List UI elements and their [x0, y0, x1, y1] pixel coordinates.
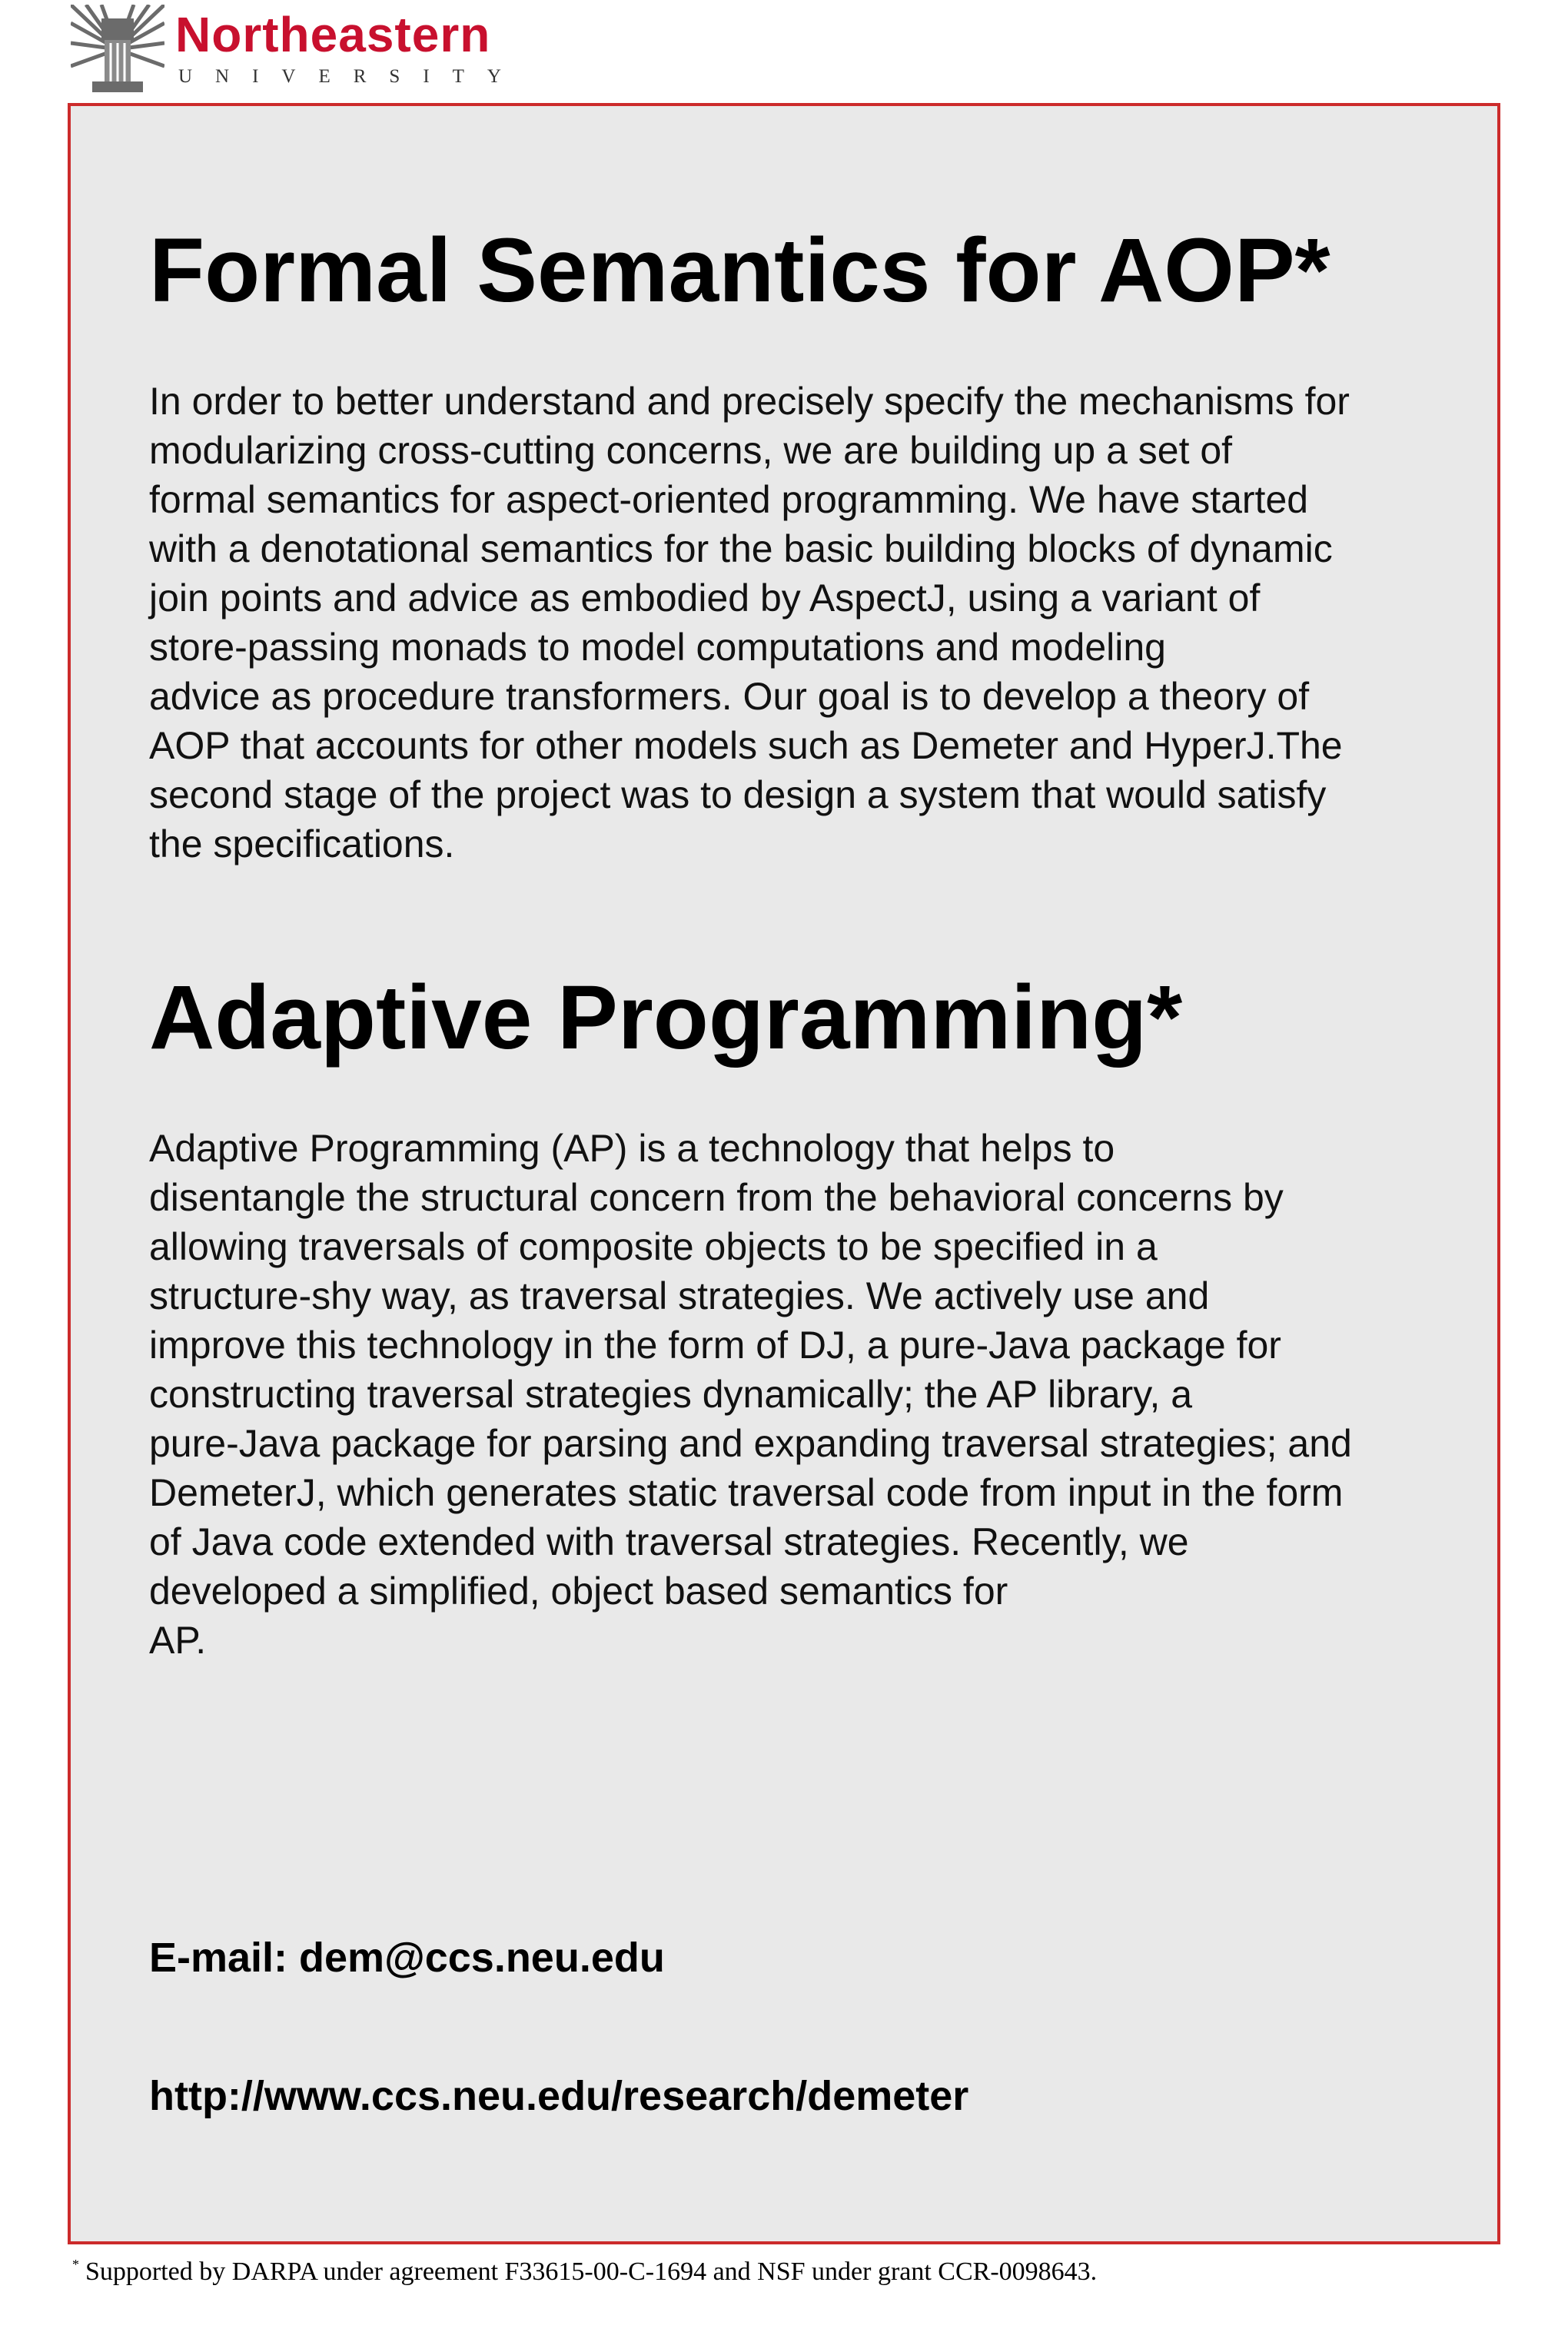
- paragraph-line: In order to better understand and precisely specify the mechanisms for: [149, 380, 1350, 423]
- paragraph-line: improve this technology in the form of DJ, a pure-Java package for: [149, 1324, 1281, 1367]
- footnote-text: Supported by DARPA under agreement F33615-00-C-1694 and NSF under grant CCR-0098643.: [85, 2257, 1098, 2286]
- logo-wordmark: Northeastern: [175, 7, 491, 62]
- paragraph-line: of Java code extended with traversal strategies. Recently, we: [149, 1520, 1189, 1563]
- footnote-marker: *: [72, 2257, 79, 2272]
- logo-subtitle: UNIVERSITY: [178, 66, 524, 87]
- section-paragraph-formal-semantics: [149, 377, 1471, 869]
- paragraph-line: disentangle the structural concern from the behavioral concerns by: [149, 1176, 1284, 1219]
- paragraph-line: AP.: [149, 1619, 207, 1662]
- paragraph-line: pure-Java package for parsing and expanding traversal strategies; and: [149, 1422, 1352, 1465]
- contact-email: E-mail: dem@ccs.neu.edu: [149, 1935, 665, 1981]
- paragraph-line: Adaptive Programming (AP) is a technology that helps to: [149, 1127, 1115, 1170]
- paragraph-line: the specifications.: [149, 822, 455, 865]
- footnote: [72, 2257, 1097, 2287]
- paragraph-line: DemeterJ, which generates static traversal code from input in the form: [149, 1471, 1344, 1514]
- paragraph-line: join points and advice as embodied by AspectJ, using a variant of: [149, 576, 1261, 620]
- paragraph-line: second stage of the project was to design a system that would satisfy: [149, 773, 1327, 816]
- paragraph-line: developed a simplified, object based semantics for: [149, 1570, 1008, 1613]
- section-heading-formal-semantics: Formal Semantics for AOP*: [149, 220, 1330, 321]
- paragraph-line: advice as procedure transformers. Our goal is to develop a theory of: [149, 675, 1310, 718]
- paragraph-line: constructing traversal strategies dynamically; the AP library, a: [149, 1373, 1193, 1416]
- university-logo: [71, 5, 563, 94]
- contact-url: http://www.ccs.neu.edu/research/demeter: [149, 2073, 969, 2119]
- paragraph-line: allowing traversals of composite objects to be specified in a: [149, 1225, 1158, 1268]
- paragraph-line: modularizing cross-cutting concerns, we are building up a set of: [149, 429, 1233, 472]
- paragraph-line: structure-shy way, as traversal strategies. We actively use and: [149, 1274, 1210, 1317]
- paragraph-line: AOP that accounts for other models such as Demeter and HyperJ.The: [149, 724, 1343, 767]
- paragraph-line: with a denotational semantics for the basic building blocks of dynamic: [149, 527, 1333, 570]
- paragraph-line: store-passing monads to model computations and modeling: [149, 626, 1166, 669]
- section-heading-adaptive-programming: Adaptive Programming*: [149, 967, 1183, 1068]
- torch-seal-icon: [71, 5, 164, 94]
- section-paragraph-adaptive-programming: [149, 1124, 1471, 1665]
- paragraph-line: formal semantics for aspect-oriented programming. We have started: [149, 478, 1309, 521]
